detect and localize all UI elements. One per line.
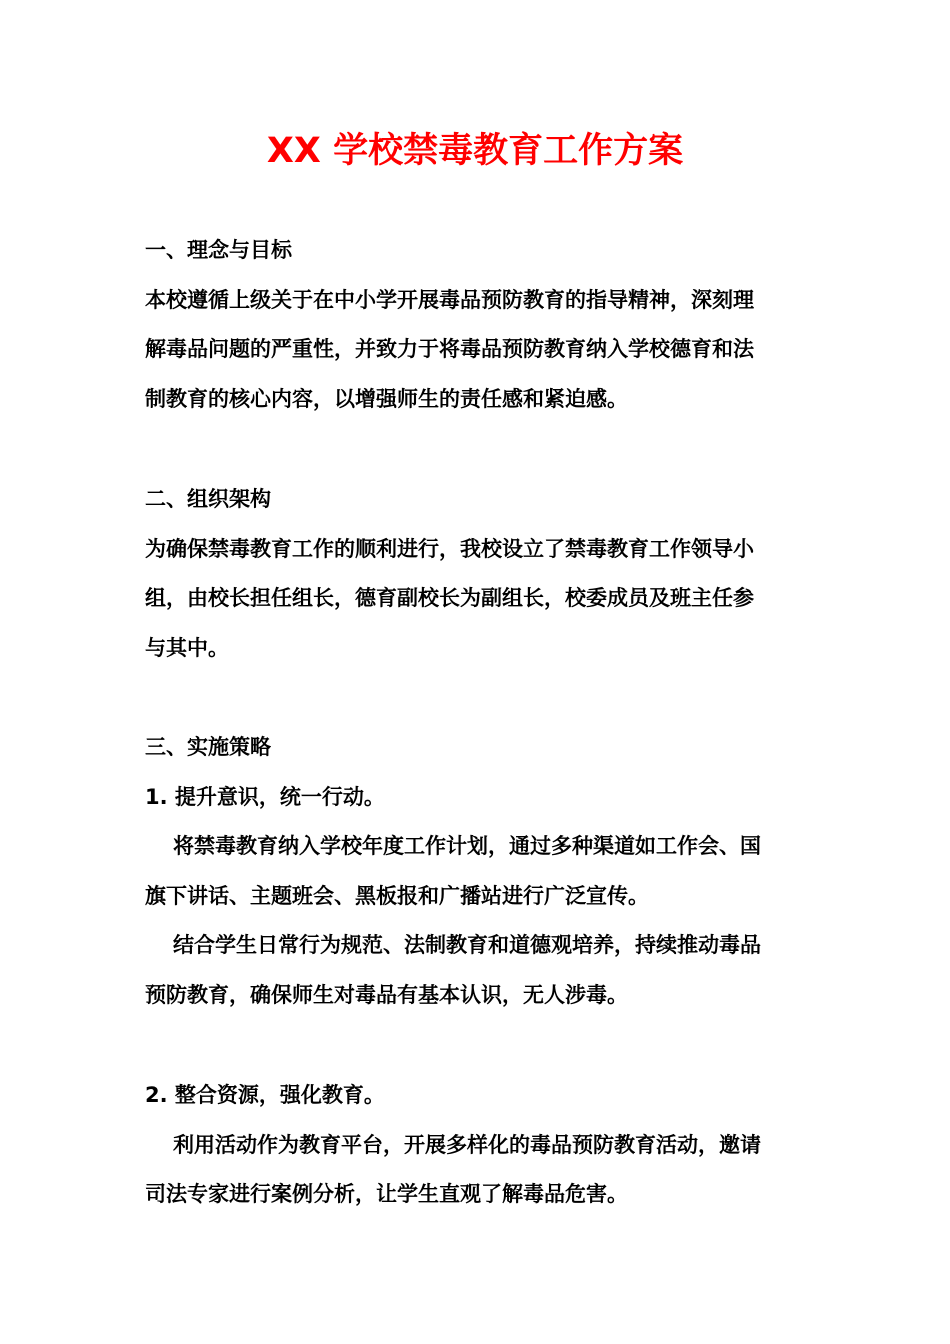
section-2-line: 为确保禁毒教育工作的顺利进行，我校设立了禁毒教育工作领导小 bbox=[145, 536, 754, 561]
subsection-1-line: 预防教育，确保师生对毒品有基本认识，无人涉毒。 bbox=[145, 982, 628, 1007]
section-2-line: 与其中。 bbox=[145, 635, 229, 660]
section-2-line: 组，由校长担任组长，德育副校长为副组长，校委成员及班主任参 bbox=[145, 586, 754, 610]
subsection-2-heading: 2. 整合资源，强化教育。 bbox=[145, 1083, 385, 1107]
subsection-2 bbox=[145, 1071, 810, 1220]
section-2 bbox=[145, 475, 810, 673]
section-1-heading: 一、理念与目标 bbox=[145, 238, 292, 262]
document-title: XX 学校禁毒教育工作方案 bbox=[266, 131, 684, 171]
subsection-1-line: 将禁毒教育纳入学校年度工作计划，通过多种渠道如工作会、国 bbox=[173, 834, 761, 858]
subsection-2-line: 司法专家进行案例分析，让学生直观了解毒品危害。 bbox=[145, 1182, 628, 1206]
section-2-heading: 二、组织架构 bbox=[145, 487, 271, 511]
section-1-line: 本校遵循上级关于在中小学开展毒品预防教育的指导精神，深刻理 bbox=[145, 287, 754, 312]
section-1 bbox=[145, 226, 810, 424]
section-3 bbox=[145, 723, 810, 1020]
subsection-2-line: 利用活动作为教育平台，开展多样化的毒品预防教育活动，邀请 bbox=[173, 1132, 761, 1157]
section-3-heading: 三、实施策略 bbox=[145, 735, 271, 759]
subsection-1-heading: 1. 提升意识，统一行动。 bbox=[145, 784, 385, 809]
subsection-1-line: 旗下讲话、主题班会、黑板报和广播站进行广泛宣传。 bbox=[145, 883, 649, 908]
section-1-line: 解毒品问题的严重性，并致力于将毒品预防教育纳入学校德育和法 bbox=[145, 337, 754, 361]
section-1-line: 制教育的核心内容，以增强师生的责任感和紧迫感。 bbox=[145, 386, 628, 411]
subsection-1-line: 结合学生日常行为规范、法制教育和道德观培养，持续推动毒品 bbox=[173, 933, 761, 957]
